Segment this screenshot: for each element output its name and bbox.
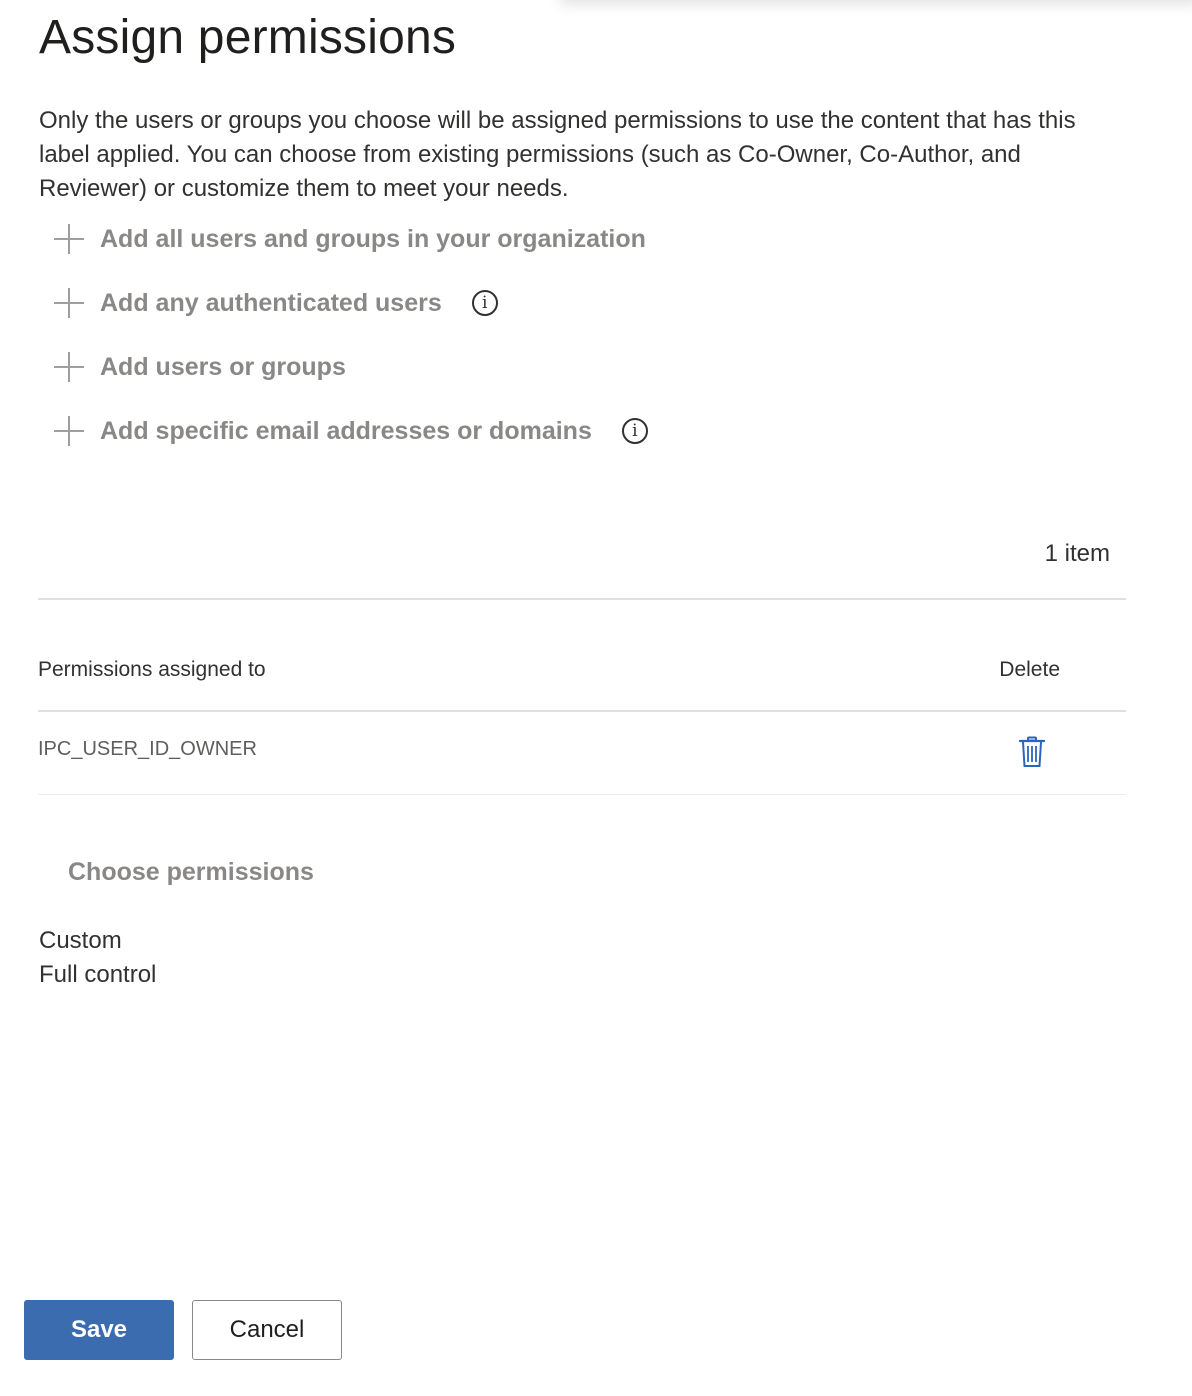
add-actions-list [52, 216, 852, 472]
add-email-addresses-or-domains-button[interactable] [52, 408, 852, 454]
permissions-table [38, 598, 1126, 795]
plus-icon [52, 286, 86, 320]
add-action-label: Add specific email addresses or domains [100, 416, 592, 445]
add-users-or-groups-button[interactable] [52, 344, 852, 390]
permission-detail: Full control [39, 961, 157, 988]
permission-level: Custom [39, 927, 122, 954]
plus-icon [52, 414, 86, 448]
panel-description: Only the users or groups you choose will be assigned permissions to use the content that has this label applied. You can choose from existing permissions (such as Co-Owner, Co-Author, and Reviewer) or customize them to meet your needs. [39, 107, 1076, 202]
permission-summary [39, 924, 156, 992]
panel-footer [24, 1300, 342, 1360]
table-header [38, 600, 1126, 712]
column-header-delete: Delete [999, 658, 1060, 681]
add-action-label: Add all users and groups in your organization [100, 224, 646, 253]
save-button[interactable]: Save [24, 1300, 174, 1360]
plus-icon [52, 350, 86, 384]
plus-icon [52, 222, 86, 256]
add-action-label: Add users or groups [100, 352, 346, 381]
info-icon[interactable]: i [472, 290, 498, 316]
item-count: 1 item [1044, 540, 1110, 567]
info-icon[interactable]: i [622, 418, 648, 444]
add-action-label: Add any authenticated users [100, 288, 442, 317]
column-header-assigned-to[interactable]: Permissions assigned to [38, 658, 266, 681]
assigned-to-cell: IPC_USER_ID_OWNER [38, 738, 257, 760]
cancel-button[interactable]: Cancel [192, 1300, 342, 1360]
add-authenticated-users-button[interactable] [52, 280, 852, 326]
add-all-users-and-groups-button[interactable] [52, 216, 852, 262]
choose-permissions-button[interactable]: Choose permissions [68, 858, 314, 886]
delete-button[interactable] [1018, 736, 1046, 768]
table-row[interactable] [38, 712, 1126, 795]
trash-icon [1018, 736, 1046, 768]
page-title: Assign permissions [39, 11, 457, 64]
